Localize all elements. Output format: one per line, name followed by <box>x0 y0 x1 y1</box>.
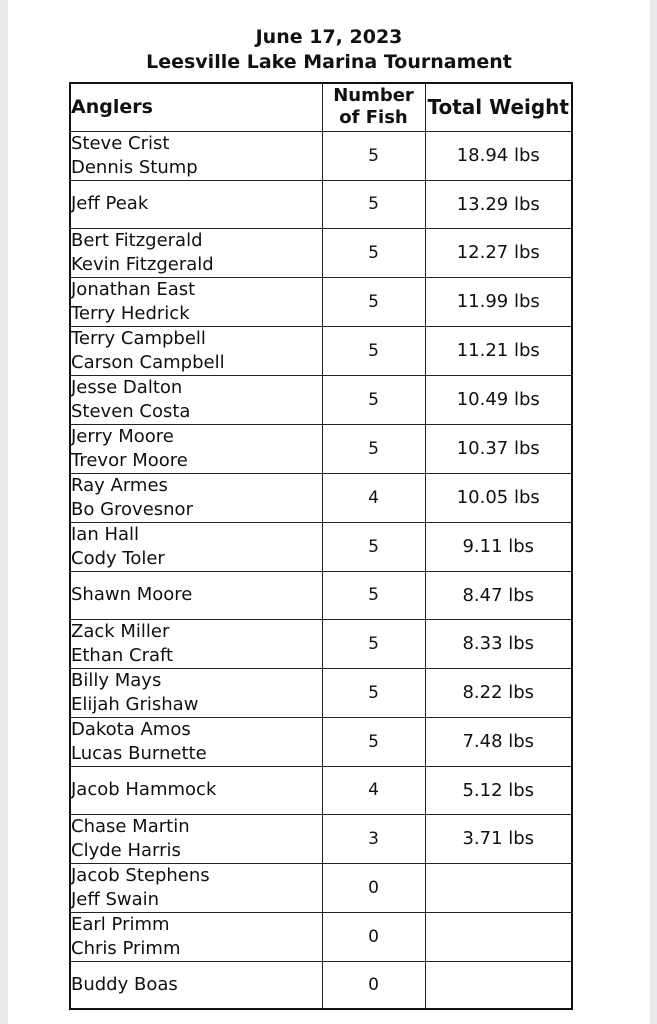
total-weight-cell: 8.22 lbs <box>425 668 572 717</box>
anglers-cell <box>70 571 322 619</box>
anglers-cell <box>70 326 322 375</box>
table-row <box>70 717 572 766</box>
angler-name: Jeff Swain <box>71 888 160 910</box>
total-weight-cell: 11.99 lbs <box>425 277 572 326</box>
angler-name: Earl Primm <box>71 913 170 935</box>
angler-name: Dennis Stump <box>71 156 198 178</box>
angler-name: Jerry Moore <box>71 425 174 447</box>
table-row <box>70 961 572 1009</box>
total-weight-cell: 10.05 lbs <box>425 473 572 522</box>
table-row <box>70 814 572 863</box>
results-sheet <box>8 0 650 1024</box>
table-row <box>70 326 572 375</box>
anglers-cell <box>70 912 322 961</box>
angler-name: Jacob Hammock <box>71 779 217 800</box>
anglers-cell <box>70 619 322 668</box>
angler-name: Lucas Burnette <box>71 742 207 764</box>
anglers-cell <box>70 766 322 814</box>
table-row <box>70 863 572 912</box>
table-row <box>70 473 572 522</box>
total-weight-cell: 12.27 lbs <box>425 228 572 277</box>
angler-name: Jeff Peak <box>71 193 149 214</box>
total-weight-cell: 13.29 lbs <box>425 180 572 228</box>
anglers-cell <box>70 473 322 522</box>
total-weight-cell <box>425 961 572 1009</box>
total-weight-cell: 10.49 lbs <box>425 375 572 424</box>
column-header-fish-line2: of Fish <box>339 107 408 129</box>
anglers-cell <box>70 277 322 326</box>
fish-count-cell: 5 <box>322 375 425 424</box>
total-weight-cell: 7.48 lbs <box>425 717 572 766</box>
total-weight-cell: 11.21 lbs <box>425 326 572 375</box>
total-weight-cell: 18.94 lbs <box>425 131 572 180</box>
angler-name: Billy Mays <box>71 669 162 691</box>
angler-name: Elijah Grishaw <box>71 693 199 715</box>
table-header-row <box>70 83 572 131</box>
tournament-date: June 17, 2023 <box>255 26 403 48</box>
angler-name: Ian Hall <box>71 523 140 545</box>
angler-name: Zack Miller <box>71 620 170 642</box>
total-weight-cell <box>425 912 572 961</box>
fish-count-cell: 0 <box>322 863 425 912</box>
anglers-cell <box>70 131 322 180</box>
angler-name: Ray Armes <box>71 474 168 496</box>
fish-count-cell: 4 <box>322 473 425 522</box>
fish-count-cell: 5 <box>322 717 425 766</box>
angler-name: Jacob Stephens <box>71 864 210 886</box>
angler-name: Chase Martin <box>71 815 190 837</box>
anglers-cell <box>70 180 322 228</box>
fish-count-cell: 5 <box>322 180 425 228</box>
anglers-cell <box>70 814 322 863</box>
fish-count-cell: 0 <box>322 912 425 961</box>
fish-count-cell: 5 <box>322 668 425 717</box>
fish-count-cell: 5 <box>322 228 425 277</box>
tournament-name: Leesville Lake Marina Tournament <box>146 51 512 73</box>
angler-name: Kevin Fitzgerald <box>71 253 214 275</box>
angler-name: Shawn Moore <box>71 584 193 605</box>
angler-name: Buddy Boas <box>71 973 178 995</box>
anglers-cell <box>70 228 322 277</box>
total-weight-cell: 3.71 lbs <box>425 814 572 863</box>
total-weight-cell: 5.12 lbs <box>425 766 572 814</box>
column-header-fish-line1: Number <box>333 85 414 107</box>
angler-name: Jonathan East <box>71 278 196 300</box>
table-row <box>70 131 572 180</box>
table-row <box>70 424 572 473</box>
angler-name: Jesse Dalton <box>71 376 183 398</box>
total-weight-cell <box>425 863 572 912</box>
fish-count-cell: 5 <box>322 131 425 180</box>
fish-count-cell: 5 <box>322 326 425 375</box>
total-weight-cell: 10.37 lbs <box>425 424 572 473</box>
fish-count-cell: 0 <box>322 961 425 1009</box>
angler-name: Dakota Amos <box>71 718 191 740</box>
angler-name: Chris Primm <box>71 937 181 959</box>
angler-name: Carson Campbell <box>71 351 225 373</box>
fish-count-cell: 5 <box>322 424 425 473</box>
table-row <box>70 228 572 277</box>
anglers-cell <box>70 375 322 424</box>
angler-name: Terry Hedrick <box>71 302 190 324</box>
angler-name: Cody Toler <box>71 547 165 569</box>
results-table <box>69 82 573 1010</box>
anglers-cell <box>70 717 322 766</box>
angler-name: Ethan Craft <box>71 644 174 666</box>
angler-name: Clyde Harris <box>71 839 181 861</box>
table-row <box>70 375 572 424</box>
fish-count-cell: 3 <box>322 814 425 863</box>
fish-count-cell: 4 <box>322 766 425 814</box>
fish-count-cell: 5 <box>322 571 425 619</box>
anglers-cell <box>70 668 322 717</box>
table-row <box>70 571 572 619</box>
anglers-cell <box>70 522 322 571</box>
total-weight-cell: 9.11 lbs <box>425 522 572 571</box>
fish-count-cell: 5 <box>322 277 425 326</box>
angler-name: Steven Costa <box>71 400 191 422</box>
anglers-cell <box>70 961 322 1009</box>
results-body <box>70 131 572 1009</box>
table-row <box>70 766 572 814</box>
table-row <box>70 277 572 326</box>
anglers-cell <box>70 863 322 912</box>
total-weight-cell: 8.47 lbs <box>425 571 572 619</box>
fish-count-cell: 5 <box>322 522 425 571</box>
angler-name: Terry Campbell <box>71 327 206 349</box>
column-header-anglers: Anglers <box>70 83 322 131</box>
table-row <box>70 912 572 961</box>
angler-name: Steve Crist <box>71 132 170 154</box>
table-row <box>70 180 572 228</box>
table-row <box>70 668 572 717</box>
angler-name: Bo Grovesnor <box>71 498 193 520</box>
angler-name: Trevor Moore <box>71 449 188 471</box>
total-weight-cell: 8.33 lbs <box>425 619 572 668</box>
fish-count-cell: 5 <box>322 619 425 668</box>
anglers-cell <box>70 424 322 473</box>
column-header-number-of-fish <box>322 83 425 131</box>
table-row <box>70 522 572 571</box>
table-row <box>70 619 572 668</box>
column-header-total-weight: Total Weight <box>425 83 572 131</box>
angler-name: Bert Fitzgerald <box>71 229 203 251</box>
